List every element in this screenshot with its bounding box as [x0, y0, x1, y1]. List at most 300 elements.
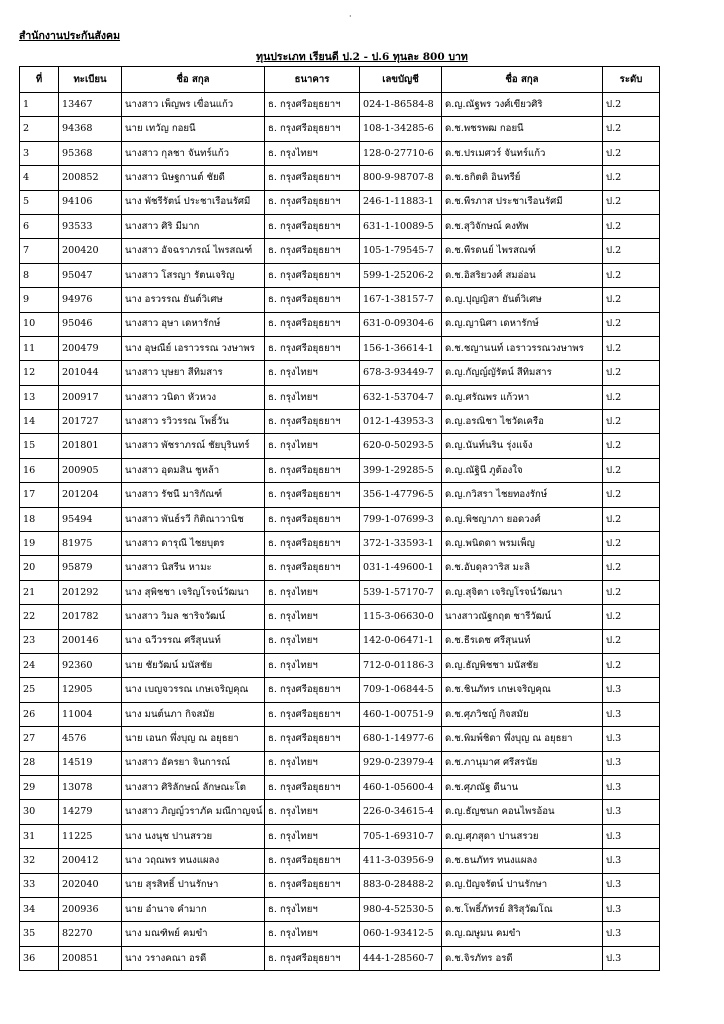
table-row	[20, 166, 660, 190]
grade-level: ป.2	[603, 385, 660, 409]
insured-name: นางสาว ศิริลักษณ์ ลักษณะโต	[122, 775, 265, 799]
row-number: 32	[20, 849, 59, 873]
bank-name: ธ. กรุงไทยฯ	[265, 751, 360, 775]
child-name: ด.ญ.ศรัณพร แก้วหา	[442, 385, 603, 409]
account-number: 444-1-28560-7	[360, 946, 442, 970]
bank-name: ธ. กรุงศรีอยุธยาฯ	[265, 93, 360, 117]
document-subtitle: ทุนประเภท เรียนดี ป.2 - ป.6 ทุนละ 800 บาท	[256, 51, 468, 63]
bank-name: ธ. กรุงศรีอยุธยาฯ	[265, 458, 360, 482]
table-row	[20, 458, 660, 482]
account-number: 800-9-98707-8	[360, 166, 442, 190]
insured-name: นาง พัชรีรัตน์ ประชาเรือนรัศมี	[122, 190, 265, 214]
table-row	[20, 141, 660, 165]
child-name: ด.ญ.อรณิชา ไชวัดเครือ	[442, 410, 603, 434]
row-number: 31	[20, 824, 59, 848]
header-child-name: ชื่อ สกุล	[442, 67, 603, 93]
grade-level: ป.3	[603, 824, 660, 848]
table-row	[20, 556, 660, 580]
bank-name: ธ. กรุงศรีอยุธยาฯ	[265, 336, 360, 360]
row-number: 7	[20, 239, 59, 263]
bank-name: ธ. กรุงศรีอยุธยาฯ	[265, 556, 360, 580]
table-row	[20, 800, 660, 824]
row-number: 16	[20, 458, 59, 482]
account-number: 632-1-53704-7	[360, 385, 442, 409]
row-number: 13	[20, 385, 59, 409]
registration-number: 202040	[59, 873, 122, 897]
bank-name: ธ. กรุงศรีอยุธยาฯ	[265, 532, 360, 556]
grade-level: ป.2	[603, 166, 660, 190]
account-number: 980-4-52530-5	[360, 897, 442, 921]
child-name: ด.ช.ภานุมาศ ศรีสรนัย	[442, 751, 603, 775]
insured-name: นาง นงนุช ปานสรวย	[122, 824, 265, 848]
child-name: ด.ช.จิรภัทร อรดี	[442, 946, 603, 970]
registration-number: 200905	[59, 458, 122, 482]
bank-name: ธ. กรุงศรีอยุธยาฯ	[265, 946, 360, 970]
row-number: 29	[20, 775, 59, 799]
insured-name: นางสาว ภิญญ์วราภัค มณีกาญจน์	[122, 800, 265, 824]
account-number: 929-0-23979-4	[360, 751, 442, 775]
bank-name: ธ. กรุงศรีอยุธยาฯ	[265, 873, 360, 897]
grade-level: ป.2	[603, 507, 660, 531]
table-row	[20, 361, 660, 385]
grade-level: ป.2	[603, 190, 660, 214]
registration-number: 95368	[59, 141, 122, 165]
table-row	[20, 434, 660, 458]
child-name: ด.ญ.ธัญชนก คอนไพรอ้อน	[442, 800, 603, 824]
row-number: 14	[20, 410, 59, 434]
bank-name: ธ. กรุงศรีอยุธยาฯ	[265, 312, 360, 336]
row-number: 23	[20, 629, 59, 653]
header-insured-name: ชื่อ สกุล	[122, 67, 265, 93]
account-number: 705-1-69310-7	[360, 824, 442, 848]
registration-number: 4576	[59, 727, 122, 751]
grade-level: ป.2	[603, 653, 660, 677]
bank-name: ธ. กรุงไทยฯ	[265, 653, 360, 677]
registration-number: 92360	[59, 653, 122, 677]
row-number: 6	[20, 214, 59, 238]
child-name: ด.ช.ศุภณัฐ ดีนาน	[442, 775, 603, 799]
row-number: 20	[20, 556, 59, 580]
child-name: ด.ช.โพธิ์ภัทรย์ สิริสุวัฒโณ	[442, 897, 603, 921]
insured-name: นางสาว กุลชา จันทร์แก้ว	[122, 141, 265, 165]
bank-name: ธ. กรุงศรีอยุธยาฯ	[265, 214, 360, 238]
row-number: 19	[20, 532, 59, 556]
registration-number: 201801	[59, 434, 122, 458]
header-number: ที่	[20, 67, 59, 93]
registration-number: 93533	[59, 214, 122, 238]
row-number: 28	[20, 751, 59, 775]
insured-name: นางสาว อัจฉราภรณ์ ไพรสณฑ์	[122, 239, 265, 263]
registration-number: 14279	[59, 800, 122, 824]
registration-number: 94976	[59, 288, 122, 312]
insured-name: นาง อุษณีย์ เอราวรรณ วงษาพร	[122, 336, 265, 360]
grade-level: ป.2	[603, 214, 660, 238]
header-grade-level: ระดับ	[603, 67, 660, 93]
insured-name: นางสาว วนิดา หัวหวง	[122, 385, 265, 409]
registration-number: 12905	[59, 678, 122, 702]
insured-name: นางสาว พันธ์รวี กิติณาวานิช	[122, 507, 265, 531]
account-number: 799-1-07699-3	[360, 507, 442, 531]
grade-level: ป.2	[603, 556, 660, 580]
child-name: ด.ญ.ณัฐินี ภูต้องใจ	[442, 458, 603, 482]
registration-number: 13467	[59, 93, 122, 117]
insured-name: นางสาว อัครยา จินการณ์	[122, 751, 265, 775]
account-number: 372-1-33593-1	[360, 532, 442, 556]
bank-name: ธ. กรุงศรีอยุธยาฯ	[265, 702, 360, 726]
insured-name: นาง วฤณพร ทนงแผลง	[122, 849, 265, 873]
bank-name: ธ. กรุงศรีอยุธยาฯ	[265, 775, 360, 799]
row-number: 17	[20, 483, 59, 507]
insured-name: นางสาว อุษา เดหารักษ์	[122, 312, 265, 336]
row-number: 5	[20, 190, 59, 214]
bank-name: ธ. กรุงไทยฯ	[265, 580, 360, 604]
row-number: 33	[20, 873, 59, 897]
child-name: ด.ญ.ฌษูมน คมขำ	[442, 922, 603, 946]
table-header-row	[20, 67, 660, 93]
registration-number: 95879	[59, 556, 122, 580]
bank-name: ธ. กรุงศรีอยุธยาฯ	[265, 166, 360, 190]
registration-number: 81975	[59, 532, 122, 556]
child-name: ด.ญ.พิชญาภา ยอดวงศ์	[442, 507, 603, 531]
account-number: 115-3-06630-0	[360, 605, 442, 629]
table-row	[20, 312, 660, 336]
row-number: 15	[20, 434, 59, 458]
child-name: ด.ช.ชญานนท์ เอราวรรณวงษาพร	[442, 336, 603, 360]
grade-level: ป.2	[603, 239, 660, 263]
registration-number: 200412	[59, 849, 122, 873]
table-row	[20, 873, 660, 897]
grade-level: ป.2	[603, 312, 660, 336]
bank-name: ธ. กรุงไทยฯ	[265, 361, 360, 385]
grade-level: ป.2	[603, 141, 660, 165]
insured-name: นางสาว นิสรีน หามะ	[122, 556, 265, 580]
table-row	[20, 93, 660, 117]
header-account-number: เลขบัญชี	[360, 67, 442, 93]
registration-number: 14519	[59, 751, 122, 775]
row-number: 26	[20, 702, 59, 726]
bank-name: ธ. กรุงศรีอยุธยาฯ	[265, 678, 360, 702]
insured-name: นางสาว อุดมสิน ชูหล้า	[122, 458, 265, 482]
child-name: ด.ช.อิสริยวงศ์ สมอ่อน	[442, 263, 603, 287]
account-number: 156-1-36614-1	[360, 336, 442, 360]
grade-level: ป.3	[603, 922, 660, 946]
account-number: 031-1-49600-1	[360, 556, 442, 580]
bank-name: ธ. กรุงศรีอยุธยาฯ	[265, 483, 360, 507]
grade-level: ป.3	[603, 800, 660, 824]
child-name: นางสาวณัฐกฤต ชารีวัฒน์	[442, 605, 603, 629]
child-name: ด.ช.อับดุลวาริส มะลิ	[442, 556, 603, 580]
table-row	[20, 702, 660, 726]
row-number: 1	[20, 93, 59, 117]
bank-name: ธ. กรุงไทยฯ	[265, 824, 360, 848]
row-number: 12	[20, 361, 59, 385]
header-bank: ธนาคาร	[265, 67, 360, 93]
grade-level: ป.2	[603, 410, 660, 434]
registration-number: 95046	[59, 312, 122, 336]
account-number: 883-0-28488-2	[360, 873, 442, 897]
account-number: 460-1-05600-4	[360, 775, 442, 799]
account-number: 012-1-43953-3	[360, 410, 442, 434]
grade-level: ป.2	[603, 434, 660, 458]
child-name: ด.ญ.กัญญ์ญัรัตน์ สีทิมสาร	[442, 361, 603, 385]
registration-number: 201204	[59, 483, 122, 507]
account-number: 709-1-06844-5	[360, 678, 442, 702]
header-registration: ทะเบียน	[59, 67, 122, 93]
insured-name: นางสาว เพ็ญพร เขื่อนแก้ว	[122, 93, 265, 117]
table-row	[20, 239, 660, 263]
table-row	[20, 946, 660, 970]
bank-name: ธ. กรุงไทยฯ	[265, 922, 360, 946]
child-name: ด.ช.ศุภวิชญ์ กิจสมัย	[442, 702, 603, 726]
insured-name: นาง มณฑิพย์ คมขำ	[122, 922, 265, 946]
grade-level: ป.3	[603, 873, 660, 897]
account-number: 167-1-38157-7	[360, 288, 442, 312]
table-row	[20, 727, 660, 751]
table-row	[20, 117, 660, 141]
table-row	[20, 775, 660, 799]
child-name: ด.ช.พิมพ์ชิดา พึ่งบุญ ณ อยุธยา	[442, 727, 603, 751]
account-number: 356-1-47796-5	[360, 483, 442, 507]
table-row	[20, 336, 660, 360]
child-name: ด.ช.พีรภาส ประชาเรือนรัศมี	[442, 190, 603, 214]
bank-name: ธ. กรุงศรีอยุธยาฯ	[265, 507, 360, 531]
insured-name: นาง มนต์นภา กิจสมัย	[122, 702, 265, 726]
bank-name: ธ. กรุงไทยฯ	[265, 141, 360, 165]
insured-name: นางสาว รัชนี มาริกัณฑ์	[122, 483, 265, 507]
bank-name: ธ. กรุงศรีอยุธยาฯ	[265, 727, 360, 751]
account-number: 631-0-09304-6	[360, 312, 442, 336]
bank-name: ธ. กรุงไทยฯ	[265, 605, 360, 629]
account-number: 680-1-14977-6	[360, 727, 442, 751]
registration-number: 11004	[59, 702, 122, 726]
grade-level: ป.2	[603, 629, 660, 653]
registration-number: 13078	[59, 775, 122, 799]
bank-name: ธ. กรุงศรีอยุธยาฯ	[265, 288, 360, 312]
child-name: ด.ช.ธีรเดช ศรีสุนนท์	[442, 629, 603, 653]
registration-number: 200917	[59, 385, 122, 409]
insured-name: นาย สุรสิทธิ์ ปานรักษา	[122, 873, 265, 897]
bank-name: ธ. กรุงศรีอยุธยาฯ	[265, 239, 360, 263]
registration-number: 95047	[59, 263, 122, 287]
row-number: 30	[20, 800, 59, 824]
child-name: ด.ญ.ณัฐพร วงศ์เขียวศิริ	[442, 93, 603, 117]
bank-name: ธ. กรุงศรีอยุธยาฯ	[265, 849, 360, 873]
account-number: 599-1-25206-2	[360, 263, 442, 287]
child-name: ด.ญ.ศุภสุดา ปานสรวย	[442, 824, 603, 848]
insured-name: นางสาว โสรญา รัตนเจริญ	[122, 263, 265, 287]
insured-name: นาง อรวรรณ ยันต์วิเศษ	[122, 288, 265, 312]
grade-level: ป.3	[603, 946, 660, 970]
bank-name: ธ. กรุงไทยฯ	[265, 629, 360, 653]
row-number: 2	[20, 117, 59, 141]
child-name: ด.ช.ธนภัทร ทนงแผลง	[442, 849, 603, 873]
table-row	[20, 922, 660, 946]
child-name: ด.ญ.ญานิศา เดหารักษ์	[442, 312, 603, 336]
bank-name: ธ. กรุงศรีอยุธยาฯ	[265, 117, 360, 141]
insured-name: นาย ชัยวัฒน์ มนัสชัย	[122, 653, 265, 677]
row-number: 35	[20, 922, 59, 946]
grade-level: ป.2	[603, 605, 660, 629]
bank-name: ธ. กรุงไทยฯ	[265, 385, 360, 409]
bank-name: ธ. กรุงศรีอยุธยาฯ	[265, 263, 360, 287]
row-number: 27	[20, 727, 59, 751]
table-row	[20, 824, 660, 848]
insured-name: นาย อำนาจ คำมาก	[122, 897, 265, 921]
account-number: 712-0-01186-3	[360, 653, 442, 677]
table-row	[20, 263, 660, 287]
grade-level: ป.3	[603, 849, 660, 873]
child-name: ด.ญ.นันท์นริน รุ่งแจ้ง	[442, 434, 603, 458]
insured-name: นางสาว นิษฐกานต์ ชัยดี	[122, 166, 265, 190]
grade-level: ป.2	[603, 336, 660, 360]
registration-number: 201292	[59, 580, 122, 604]
account-number: 226-0-34615-4	[360, 800, 442, 824]
child-name: ด.ญ.พนิดดา พรมเพ็ญ	[442, 532, 603, 556]
insured-name: นางสาว รวิวรรณ โพธิ์วัน	[122, 410, 265, 434]
bank-name: ธ. กรุงศรีอยุธยาฯ	[265, 410, 360, 434]
table-row	[20, 678, 660, 702]
registration-number: 200936	[59, 897, 122, 921]
account-number: 105-1-79545-7	[360, 239, 442, 263]
grade-level: ป.3	[603, 897, 660, 921]
table-row	[20, 897, 660, 921]
grade-level: ป.2	[603, 93, 660, 117]
table-row	[20, 385, 660, 409]
account-number: 411-3-03956-9	[360, 849, 442, 873]
table-row	[20, 751, 660, 775]
account-number: 460-1-00751-9	[360, 702, 442, 726]
grade-level: ป.2	[603, 117, 660, 141]
row-number: 9	[20, 288, 59, 312]
child-name: ด.ช.พีรดนย์ ไพรสณฑ์	[442, 239, 603, 263]
table-row	[20, 507, 660, 531]
registration-number: 82270	[59, 922, 122, 946]
bank-name: ธ. กรุงไทยฯ	[265, 434, 360, 458]
row-number: 8	[20, 263, 59, 287]
row-number: 24	[20, 653, 59, 677]
account-number: 108-1-34285-6	[360, 117, 442, 141]
child-name: ด.ญ.ปุญญิสา ยันต์วิเศษ	[442, 288, 603, 312]
row-number: 18	[20, 507, 59, 531]
registration-number: 200851	[59, 946, 122, 970]
child-name: ด.ช.ปรเมศวร์ จันทร์แก้ว	[442, 141, 603, 165]
bank-name: ธ. กรุงศรีอยุธยาฯ	[265, 190, 360, 214]
insured-name: นางสาว ดารุณี ไชยบุตร	[122, 532, 265, 556]
row-number: 11	[20, 336, 59, 360]
row-number: 10	[20, 312, 59, 336]
account-number: 128-0-27710-6	[360, 141, 442, 165]
table-row	[20, 190, 660, 214]
account-number: 678-3-93449-7	[360, 361, 442, 385]
grade-level: ป.3	[603, 702, 660, 726]
row-number: 22	[20, 605, 59, 629]
table-row	[20, 288, 660, 312]
scan-speck: ·	[349, 12, 352, 21]
insured-name: นางสาว พัชราภรณ์ ชัยบุรินทร์	[122, 434, 265, 458]
grade-level: ป.3	[603, 727, 660, 751]
grade-level: ป.2	[603, 483, 660, 507]
registration-number: 200420	[59, 239, 122, 263]
registration-number: 201782	[59, 605, 122, 629]
child-name: ด.ญ.กวิสรา ไชยทองรักษ์	[442, 483, 603, 507]
grade-level: ป.2	[603, 263, 660, 287]
insured-name: นาง ฉวีวรรณ ศรีสุนนท์	[122, 629, 265, 653]
insured-name: นางสาว บุษยา สีทิมสาร	[122, 361, 265, 385]
organization-name: สำนักงานประกันสังคม	[19, 30, 121, 42]
row-number: 36	[20, 946, 59, 970]
table-row	[20, 605, 660, 629]
grade-level: ป.3	[603, 751, 660, 775]
registration-number: 95494	[59, 507, 122, 531]
grade-level: ป.3	[603, 775, 660, 799]
account-number: 024-1-86584-8	[360, 93, 442, 117]
account-number: 539-1-57170-7	[360, 580, 442, 604]
row-number: 21	[20, 580, 59, 604]
registration-number: 200479	[59, 336, 122, 360]
registration-number: 201727	[59, 410, 122, 434]
bank-name: ธ. กรุงไทยฯ	[265, 800, 360, 824]
grade-level: ป.2	[603, 361, 660, 385]
row-number: 34	[20, 897, 59, 921]
child-name: ด.ช.พชรพฒ กอยนี	[442, 117, 603, 141]
account-number: 399-1-29285-5	[360, 458, 442, 482]
insured-name: นางสาว วิมล ชาริจวัฒน์	[122, 605, 265, 629]
scholarship-table	[19, 66, 660, 971]
grade-level: ป.2	[603, 288, 660, 312]
table-row	[20, 849, 660, 873]
table-row	[20, 410, 660, 434]
child-name: ด.ช.สุวิจักษณ์ คงทัพ	[442, 214, 603, 238]
insured-name: นาย เอนก พึ่งบุญ ณ อยุธยา	[122, 727, 265, 751]
registration-number: 11225	[59, 824, 122, 848]
insured-name: นางสาว ศิริ มีมาก	[122, 214, 265, 238]
table-row	[20, 532, 660, 556]
child-name: ด.ญ.สุจิตา เจริญโรจน์วัฒนา	[442, 580, 603, 604]
table-row	[20, 653, 660, 677]
grade-level: ป.3	[603, 678, 660, 702]
registration-number: 94106	[59, 190, 122, 214]
account-number: 142-0-06471-1	[360, 629, 442, 653]
table-row	[20, 629, 660, 653]
child-name: ด.ช.ธกิตติ อินทรีย์	[442, 166, 603, 190]
table-body	[20, 93, 660, 971]
insured-name: นาง เบญจวรรณ เกษเจริญคุณ	[122, 678, 265, 702]
row-number: 4	[20, 166, 59, 190]
account-number: 246-1-11883-1	[360, 190, 442, 214]
account-number: 060-1-93412-5	[360, 922, 442, 946]
insured-name: นาง สุพิชชา เจริญโรจน์วัฒนา	[122, 580, 265, 604]
registration-number: 200146	[59, 629, 122, 653]
insured-name: นาง วรางคณา อรดี	[122, 946, 265, 970]
registration-number: 201044	[59, 361, 122, 385]
table-row	[20, 580, 660, 604]
table-row	[20, 214, 660, 238]
bank-name: ธ. กรุงไทยฯ	[265, 897, 360, 921]
account-number: 631-1-10089-5	[360, 214, 442, 238]
grade-level: ป.2	[603, 458, 660, 482]
child-name: ด.ญ.ปัญจรัตน์ ปานรักษา	[442, 873, 603, 897]
registration-number: 94368	[59, 117, 122, 141]
row-number: 3	[20, 141, 59, 165]
grade-level: ป.2	[603, 532, 660, 556]
registration-number: 200852	[59, 166, 122, 190]
grade-level: ป.2	[603, 580, 660, 604]
row-number: 25	[20, 678, 59, 702]
child-name: ด.ญ.ธัญพิชชา มนัสชัย	[442, 653, 603, 677]
child-name: ด.ช.ชินภัทร เกษเจริญคุณ	[442, 678, 603, 702]
insured-name: นาย เทวัญ กอยนี	[122, 117, 265, 141]
table-row	[20, 483, 660, 507]
